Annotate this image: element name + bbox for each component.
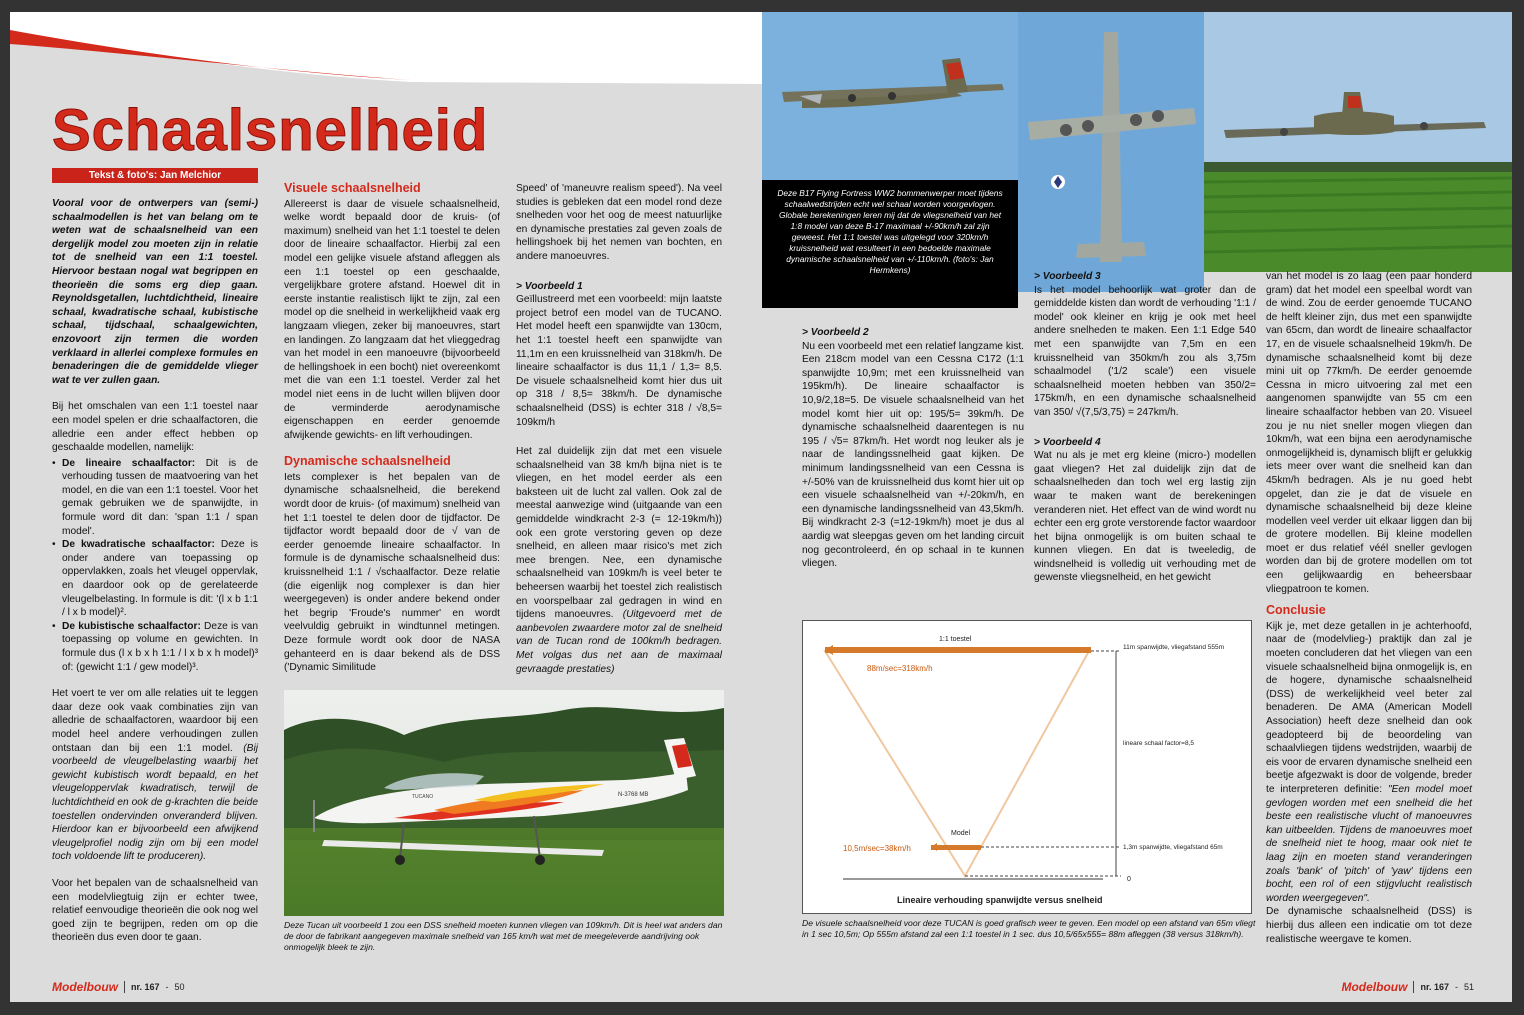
right-column-3 xyxy=(1266,270,1472,959)
label-model-speed: 10,5m/sec=38km/h xyxy=(843,844,911,853)
schaalfactor-list xyxy=(52,457,258,675)
col3-text: van het model is zo laag (een paar honderd gram) dat het model een speelbal wordt van de wind. Zou de eerder genoemde TUCANO de helft kleiner zijn, dus met een spanwijdte van 65cm, dan wordt de lineaire schaalfactor 17, en de visuele schaalsnelheid 19km/h. De dynamische schaalsnelheid komt bij deze mini uit op 77km/h. De eerder genoemde Cessna in micro uitvoering zal met een aangenomen spanwijdte van 55 cm een lineaire schaalfactor hebben van 20. Visueel zou je nu niet sneller mogen vliegen dan 10km/h, wat een bijna een aerodynamische onmogelijkheid is, dynamisch blijft er gelukkig iets meer over want die snelheid kan dan 45km/h bedragen. Als je nu goed hebt opgelet, dan zie je dat de visuele en dynamische schaalsnelheid bij deze kleine modellen veel verder uit elkaar liggen dan bij de grotere modellen. Bij kleine modellen moet er dus relatief véél sneller gevlogen worden dan bij de grotere modellen om tot een gelijkwaardig en beheersbaar vliegpatroon te komen. xyxy=(1266,271,1472,595)
col3-paragraph-3-text: Het zal duidelijk zijn dat met een visuele schaalsnelheid van 38 km/h bijna niet is te vliegen, en het model eerder als een baksteen uit de lucht zal vallen. Ook zal de meestal aanwezige wind (uitgaande van een gemiddelde windkracht 2-3 (= 12-19km/h)) ook een grote verstoring geven op deze snelheid, en alleen maar risico's met zich mee brengen. Nee, een dynamische schaalsnelheid van 109km/h is veel beter te beheersen waarbij het toestel zich realistisch en voorspelbaar zal gedragen in wind en tijdens manoeuvres. xyxy=(516,446,722,621)
label-zero: 0 xyxy=(1127,876,1131,883)
heading-visuele: Visuele schaalsnelheid xyxy=(284,181,421,195)
b17-photo-3 xyxy=(1204,12,1512,272)
full-scale-bar xyxy=(825,647,1091,653)
list-item-text: Deze is van toepassing op volume en gewichten. In formule dus (l x b x h 1:1 / l x b x h model)³ of: (gewicht 1:1 / gew model)³. xyxy=(62,620,258,673)
col3-paragraph: Speed' of 'maneuvre realism speed'). Na veel studies is gebleken dat een model rond deze snelheden voor het oog de meest natuurlijke en dynamische prestaties zal geven zoals de hellingshoek bij het nemen van bochten, en andere manoeuvres. xyxy=(516,183,722,262)
diagram-title: Lineaire verhouding spanwijdte versus snelheid xyxy=(897,895,1103,905)
visuele-text: Allereerst is daar de visuele schaalsnelheid, welke wordt bepaald door de kruis- (of maximum) snelheid van het 1:1 toestel te delen door de lineaire schaalfactor. Hierbij zal een model een gelijke visuele afstand afleggen als een 1:1 toestel op een geschaalde, vergelijkbare grotere afstand. Hoewel dit in eerste instantie realistisch lijkt te zijn, zal een model op die snelheid in werkelijkheid vaak erg langzaam vliegen, zeker bij manoeuvres, start en landingen. Zo langzaam dat het vlieggedrag van het model in een manoeuvre (bijvoorbeeld de hellingshoek in een bocht) niet overeenkomt met die van een 1:1 toestel. Verder zal het model niet eens in de lucht willen blijven door de verminderde aerodynamische eigenschappen en eerder genoemde afwijkende gewichts- en lift verhoudingen. xyxy=(284,198,500,441)
speed-diagram xyxy=(802,620,1252,914)
conclusie-text xyxy=(1266,620,1472,905)
footer-page-number: 51 xyxy=(1463,982,1474,992)
voorbeeld-1-text: Geïllustreerd met een voorbeeld: mijn laatste project betrof een model van de TUCANO. Het model heeft een spanwijdte van 130cm, het 1:1 toestel heeft een spanwijdte van 11,1m en een kruissnelheid van 318km/h. De lineaire schaalfactor is dus 11,1 / 1,3= 8,5. De visuele schaalsnelheid komt hier dus uit op 318 / 8,5= 38km/h. De dynamische schaalsnelheid (DSS) is echter 318 / √8,5= 109km/h xyxy=(516,294,722,428)
right-footer xyxy=(1341,980,1474,994)
list-item xyxy=(52,457,258,539)
byline: Tekst & foto's: Jan Melchior xyxy=(52,168,258,183)
paragraph-2-italic: (Bij voorbeeld de vleugelbelasting waarbij het gewicht kubistisch wordt bepaald, en het vleugeloppervlak kwadratisch, terwijl de luchtdichtheid en ook de g-krachten die beide toestellen ondervinden onveranderd blijven. Hierdoor kan er bijvoorbeeld een afwijkend vleugelprofiel nodig zijn om bij een model toch voldoende lift te produceren). xyxy=(52,742,258,863)
list-item-head: De lineaire schaalfactor: xyxy=(62,457,196,469)
left-column-1 xyxy=(52,168,258,958)
intro-text: Vooral voor de ontwerpers van (semi-) schaalmodellen is het van belang om te weten wat de schaalsnelheid van een dergelijk model zou moeten zijn in relatie tot de snelheid van een 1:1 toestel. Hiervoor bestaan nogal wat begrippen en theorieën die soms erg diep gaan. Reynoldsgetallen, luchtdichtheid, lineaire schaal, kwadratische schaal, kubistische schaal, tijdschaal, schaalgewichten, enzovoort zijn termen die worden verklaard in allerlei complexe formules en benaderingen die de gemiddelde vlieger wat te ver zullen gaan. xyxy=(52,198,258,386)
footer-divider xyxy=(1413,981,1414,993)
b17-photo-3-art xyxy=(1204,12,1512,272)
footer-logo: Modelbouw xyxy=(52,980,118,994)
tucano-name: TUCANO xyxy=(412,794,434,800)
tucano-caption: Deze Tucan uit voorbeeld 1 zou een DSS snelheid moeten kunnen vliegen van 109km/h. Dit is heel wat anders dan de door de fabrikant aangegeven maximale snelheid van 165 km/h wat met de meegeleverde aandrijving ook onmogelijk bleek te zijn. xyxy=(284,920,723,952)
ama-quote: "Een model moet gevlogen worden met een snelheid die het beste een realistische vlucht of manoeuvres kan uitbeelden. Tijdens de manoeuvres moet de snelheid niet te hoog, maar ook niet te laag zijn en moeten stand veranderingen zoals 'bank' of 'pitch' of 'yaw' tijdens een bocht, een rol of een stijgvlucht realistisch worden weergegeven". xyxy=(1266,783,1472,904)
voorbeeld-3-heading: > Voorbeeld 3 xyxy=(1034,271,1101,282)
list-item-head: De kubistische schaalfactor: xyxy=(62,620,201,632)
diagram-caption: De visuele schaalsnelheid voor deze TUCAN is goed grafisch weer te geven. Een model op een afstand van 65m vliegt in 1 sec 10,5m; Op 555m afstand zal een 1:1 toestel in 1 sec. dus 10,5/65x555= 88m afleggen (38 versus 318km/h). xyxy=(802,918,1256,939)
tucano-registration: N-3768 MB xyxy=(618,792,649,798)
b17-photo-1 xyxy=(762,12,1018,180)
label-1to1: 1:1 toestel xyxy=(939,636,972,643)
paragraph-2 xyxy=(52,687,258,864)
left-footer xyxy=(52,980,185,994)
footer-issue: nr. 167 xyxy=(1420,982,1449,992)
conclusie-end: De dynamische schaalsnelheid (DSS) is hierbij dus alleen een indicatie om tot deze realistische weergave te komen. xyxy=(1266,906,1472,945)
b17-photo-2 xyxy=(1018,12,1204,292)
tucano-photo xyxy=(284,690,724,916)
voorbeeld-4-heading: > Voorbeeld 4 xyxy=(1034,436,1101,448)
col3-paragraph-3 xyxy=(516,445,722,676)
dynamische-text: Iets complexer is het bepalen van de dynamische schaalsnelheid, die berekend wordt door de kruis- (of maximum) snelheid van het 1:1 toestel te delen door de tijdfactor. De tijdfactor wordt bepaald door de √ van de eerder genoemde lineaire schaalfactor. In formule is de dynamische schaalsnelheid dus: kruissnelheid 1:1 / √schaalfactor. Deze relatie (die eigenlijk nog complexer is dan hier weergegeven) is onder andere bekend onder het begrip 'Froude's nummer' en wordt veelvuldig gebruikt in windtunnel metingen. Deze formule wordt ook door de NASA gehanteerd en is daar bekend als de DSS ('Dynamic Similitude xyxy=(284,471,500,674)
diagram-triangle xyxy=(825,651,1089,876)
paragraph-3: Voor het bepalen van de schaalsnelheid van een modelvliegtuig zijn er echter twee, relatief eenvoudige theorieën die ook nog wel goed zijn te begrijpen, reden om op die theorieën dus even door te gaan. xyxy=(52,877,258,944)
label-top-speed: 88m/sec=318km/h xyxy=(867,664,933,673)
voorbeeld-1-heading: > Voorbeeld 1 xyxy=(516,280,583,292)
page-title: Schaalsnelheid xyxy=(52,98,489,163)
left-page xyxy=(10,12,762,1002)
footer-dash: - xyxy=(1454,982,1458,992)
list-item xyxy=(52,538,258,620)
footer-logo: Modelbouw xyxy=(1341,980,1408,994)
left-column-2 xyxy=(284,182,500,688)
heading-dynamische: Dynamische schaalsnelheid xyxy=(284,454,451,469)
b17-caption: Deze B17 Flying Fortress WW2 bommenwerper moet tijdens schaalwedstrijden echt wel schaal worden voorgevlogen. Globale berekeningen leren mij dat de vliegsnelheid van het 1:8 model van deze B-17 maximaal +/-90km/h zal zijn geweest. Het 1:1 toestel was uitgelegd voor 320km/h kruissnelheid wat resulteert in een bedoelde maximale dynamische schaalsnelheid van +/-110km/h. (foto's: Jan Hermkens) xyxy=(762,180,1018,308)
speed-diagram-svg xyxy=(803,621,1251,913)
tucano-photo-art xyxy=(284,690,724,916)
voorbeeld-2-text: Nu een voorbeeld met een relatief langzame kist. Een 218cm model van een Cessna C172 (1:1 spanwijdte 10,9m; met een kruissnelheid van 195km/h). De lineaire schaalfactor is 10,9/2,18=5. De visuele schaalsnelheid van het model komt hier uit op: 195/5= 39km/h. De dynamische schaalsnelheid daarentegen is nu 195 / √5= 87km/h. Het wordt nog leuker als je naar de landingssnelheid gaat kijken. De minimum landingssnelheid van een Cessna is +/-50% van de kruissnelheid dus komt hier uit op een visuele schaalsnelheid van +/-20km/h, en een dynamische landingssnelheid van 43,5km/h. Bij windkracht 2-3 (=12-19km/h) moet je dus al aardig wat sleepgas geven om het landing circuit nog gecontroleerd, én op schaal in te kunnen vliegen. xyxy=(802,340,1024,570)
right-column-2 xyxy=(1034,270,1256,598)
footer-issue: nr. 167 xyxy=(131,982,160,992)
col3-paragraph-3-italic: (Uitgevoerd met de aanbevolen zwaardere motor zal de snelheid van de Tucan rond de 100km/h bedragen. Met volgas dus net aan de maximaal gevraagde prestaties) xyxy=(516,609,722,675)
voorbeeld-2-heading: > Voorbeeld 2 xyxy=(802,327,869,338)
b17-photo-1-art xyxy=(762,12,1018,180)
heading-conclusie: Conclusie xyxy=(1266,603,1326,618)
label-model: Model xyxy=(951,830,971,837)
voorbeeld-3-text: Is het model behoorlijk wat groter dan de gemiddelde kisten dan wordt de verhouding '1:1 / model' ook kleiner en krijg je ook met heel andere snelheden te maken. Een 1:1 Edge 540 met een spanwijdte van 7,5m en een kruissnelheid van 350km/h zou als 3,75m schaalmodel ('1/2 scale') een visuele schaalsnelheid moeten hebben van 350/2= 175km/h, en een dynamische schaalsnelheid van 350/ √(7,5/3,75) = 247km/h. xyxy=(1034,284,1256,418)
paragraph-2-text: Het voert te ver om alle relaties uit te leggen daar deze ook vaak combinaties zijn van alledrie de schaalfactoren, waardoor bij een model heel andere verhoudingen zullen ontstaan dan bij een 1:1 model. xyxy=(52,688,258,754)
red-swoosh xyxy=(10,12,762,102)
list-item-text: Dit is de verhouding tussen de maatvoering van het model, en die van een 1:1 toestel. Voor het gemak gebruiken we de spanwijdte, in formule word dit dan: 'span 1:1 / span model'. xyxy=(62,457,258,537)
right-column-1 xyxy=(802,326,1024,584)
label-bottom-right: 1,3m spanwijdte, vliegafstand 65m xyxy=(1123,844,1223,851)
paragraph-1: Bij het omschalen van een 1:1 toestel naar een model spelen er drie schaalfactoren, die alledrie een ander effect hebben op geschaalde modellen, namelijk: xyxy=(52,401,258,454)
b17-photo-2-art xyxy=(1018,12,1204,292)
footer-divider xyxy=(124,981,125,993)
label-scale-factor: lineare schaal factor=8,5 xyxy=(1123,740,1195,747)
list-item-head: De kwadratische schaalfactor: xyxy=(62,539,215,551)
footer-dash: - xyxy=(165,982,169,992)
footer-page-number: 50 xyxy=(174,982,185,992)
right-page xyxy=(762,12,1512,1002)
conclusie-body: Kijk je, met deze getallen in je achterhoofd, naar de (modelvlieg-) praktijk dan zal je moeten concluderen dat het vliegen van een visuele schaalsnelheid bijna onmogelijk is, en de hogere, dynamische schaalsnelheid (DSS) de werkelijkheid veel beter zal benaderen. De AMA (American Modell Association) heeft deze snelheid dan ook geadopteerd bij de beoordeling van schaalvliegen tijdens wedstrijden, waarbij de eis voor de ervaren dynamische snelheid een beetje afgezwakt is door de volgende, breder te interpreteren definitie: xyxy=(1266,620,1472,795)
model-bar xyxy=(931,845,981,850)
voorbeeld-4-text: Wat nu als je met erg kleine (micro-) modellen gaat vliegen? Het zal duidelijk zijn dat de schaalsnelheden dan toch wel erg lastig zijn waar te maken want de berekeningen veranderen niet. Het effect van de wind wordt nu echter een erg grote verstorende factor waardoor het bijna onmogelijk is om buiten schaal te kunnen vliegen. En dat is tweeledig, de windsnelheid is volledig uit verhouding met de gewenste vliegsnelheid, en het gewicht xyxy=(1034,450,1256,584)
label-top-right: 11m spanwijdte, vliegafstand 555m xyxy=(1123,644,1225,651)
list-item xyxy=(52,620,258,674)
list-item-text: Deze is onder andere van toepassing op oppervlakken, zoals het vleugel oppervlak, en daardoor ook op de gerelateerde vleugelbelasting. In formule is dit: '(l x b 1:1 / l x b model)². xyxy=(62,539,258,619)
left-column-3 xyxy=(516,182,722,689)
